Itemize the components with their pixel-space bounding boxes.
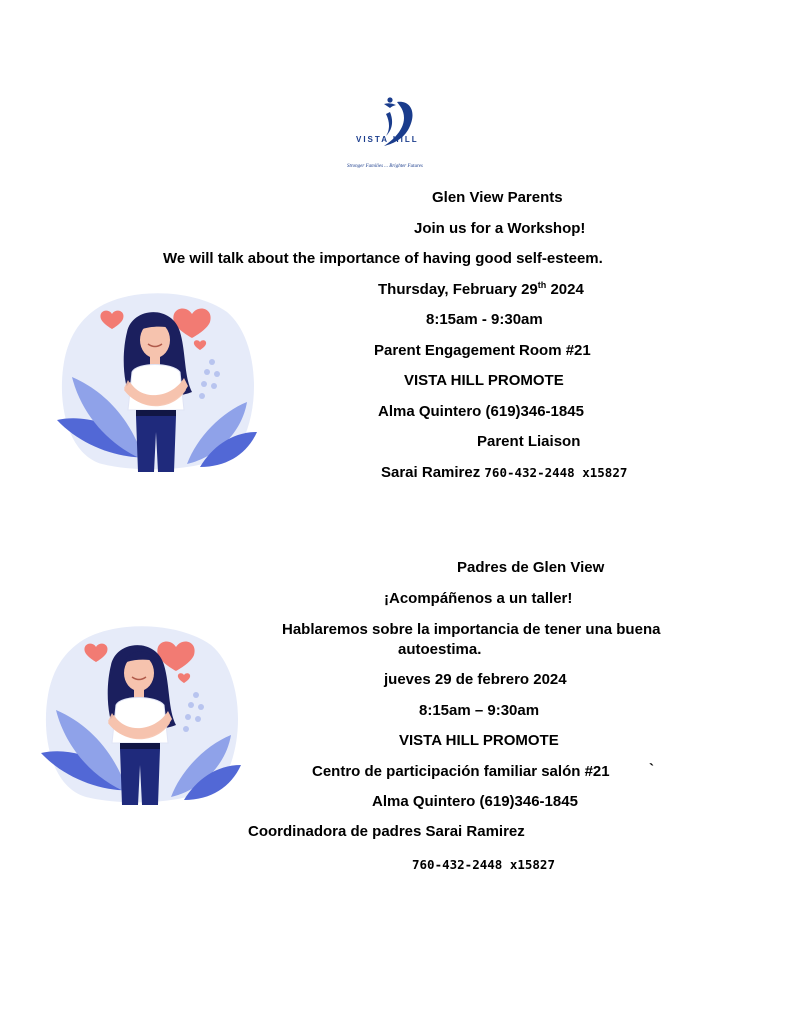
logo-tagline: Stronger Families ... Brighter Futures [347, 164, 423, 169]
spanish-org: VISTA HILL PROMOTE [399, 732, 559, 749]
vista-hill-logo [340, 92, 450, 172]
english-time: 8:15am - 9:30am [426, 311, 543, 328]
spanish-topic-line1: Hablaremos sobre la importancia de tener una buena [282, 621, 661, 638]
english-invite: Join us for a Workshop! [414, 220, 586, 237]
spanish-contact-alma: Alma Quintero (619)346-1845 [372, 793, 578, 810]
spanish-title: Padres de Glen View [457, 559, 605, 576]
spanish-role-sarai: Coordinadora de padres Sarai Ramirez [248, 823, 525, 840]
english-date [378, 281, 584, 299]
spanish-room: Centro de participación familiar salón #21 [312, 763, 610, 780]
english-contact-sarai [381, 464, 627, 482]
self-love-illustration-bottom [36, 615, 246, 807]
english-role: Parent Liaison [477, 433, 581, 450]
english-contact-sarai-phone: 760-432-2448 x15827 [484, 465, 628, 480]
self-love-illustration-top [52, 282, 262, 474]
logo-figure-head-icon [387, 97, 392, 102]
english-contact-sarai-name: Sarai Ramirez [381, 464, 485, 481]
english-title: Glen View Parents [432, 189, 563, 206]
english-room: Parent Engagement Room #21 [374, 342, 591, 359]
spanish-stray-mark: ` [649, 761, 654, 778]
english-contact-alma: Alma Quintero (619)346-1845 [378, 403, 584, 420]
spanish-topic-line2: autoestima. [398, 641, 482, 658]
spanish-time: 8:15am – 9:30am [419, 702, 540, 719]
spanish-date: jueves 29 de febrero 2024 [384, 671, 567, 688]
spanish-contact-sarai-phone: 760-432-2448 x15827 [412, 857, 555, 872]
english-org: VISTA HILL PROMOTE [404, 372, 564, 389]
english-date-year: 2024 [546, 281, 584, 298]
spanish-invite: ¡Acompáñenos a un taller! [384, 590, 573, 607]
logo-name: VISTA HILL [356, 135, 419, 144]
english-date-suffix: th [537, 280, 547, 290]
english-topic: We will talk about the importance of having good self-esteem. [163, 250, 603, 267]
english-date-prefix: Thursday, February 29 [378, 281, 538, 298]
